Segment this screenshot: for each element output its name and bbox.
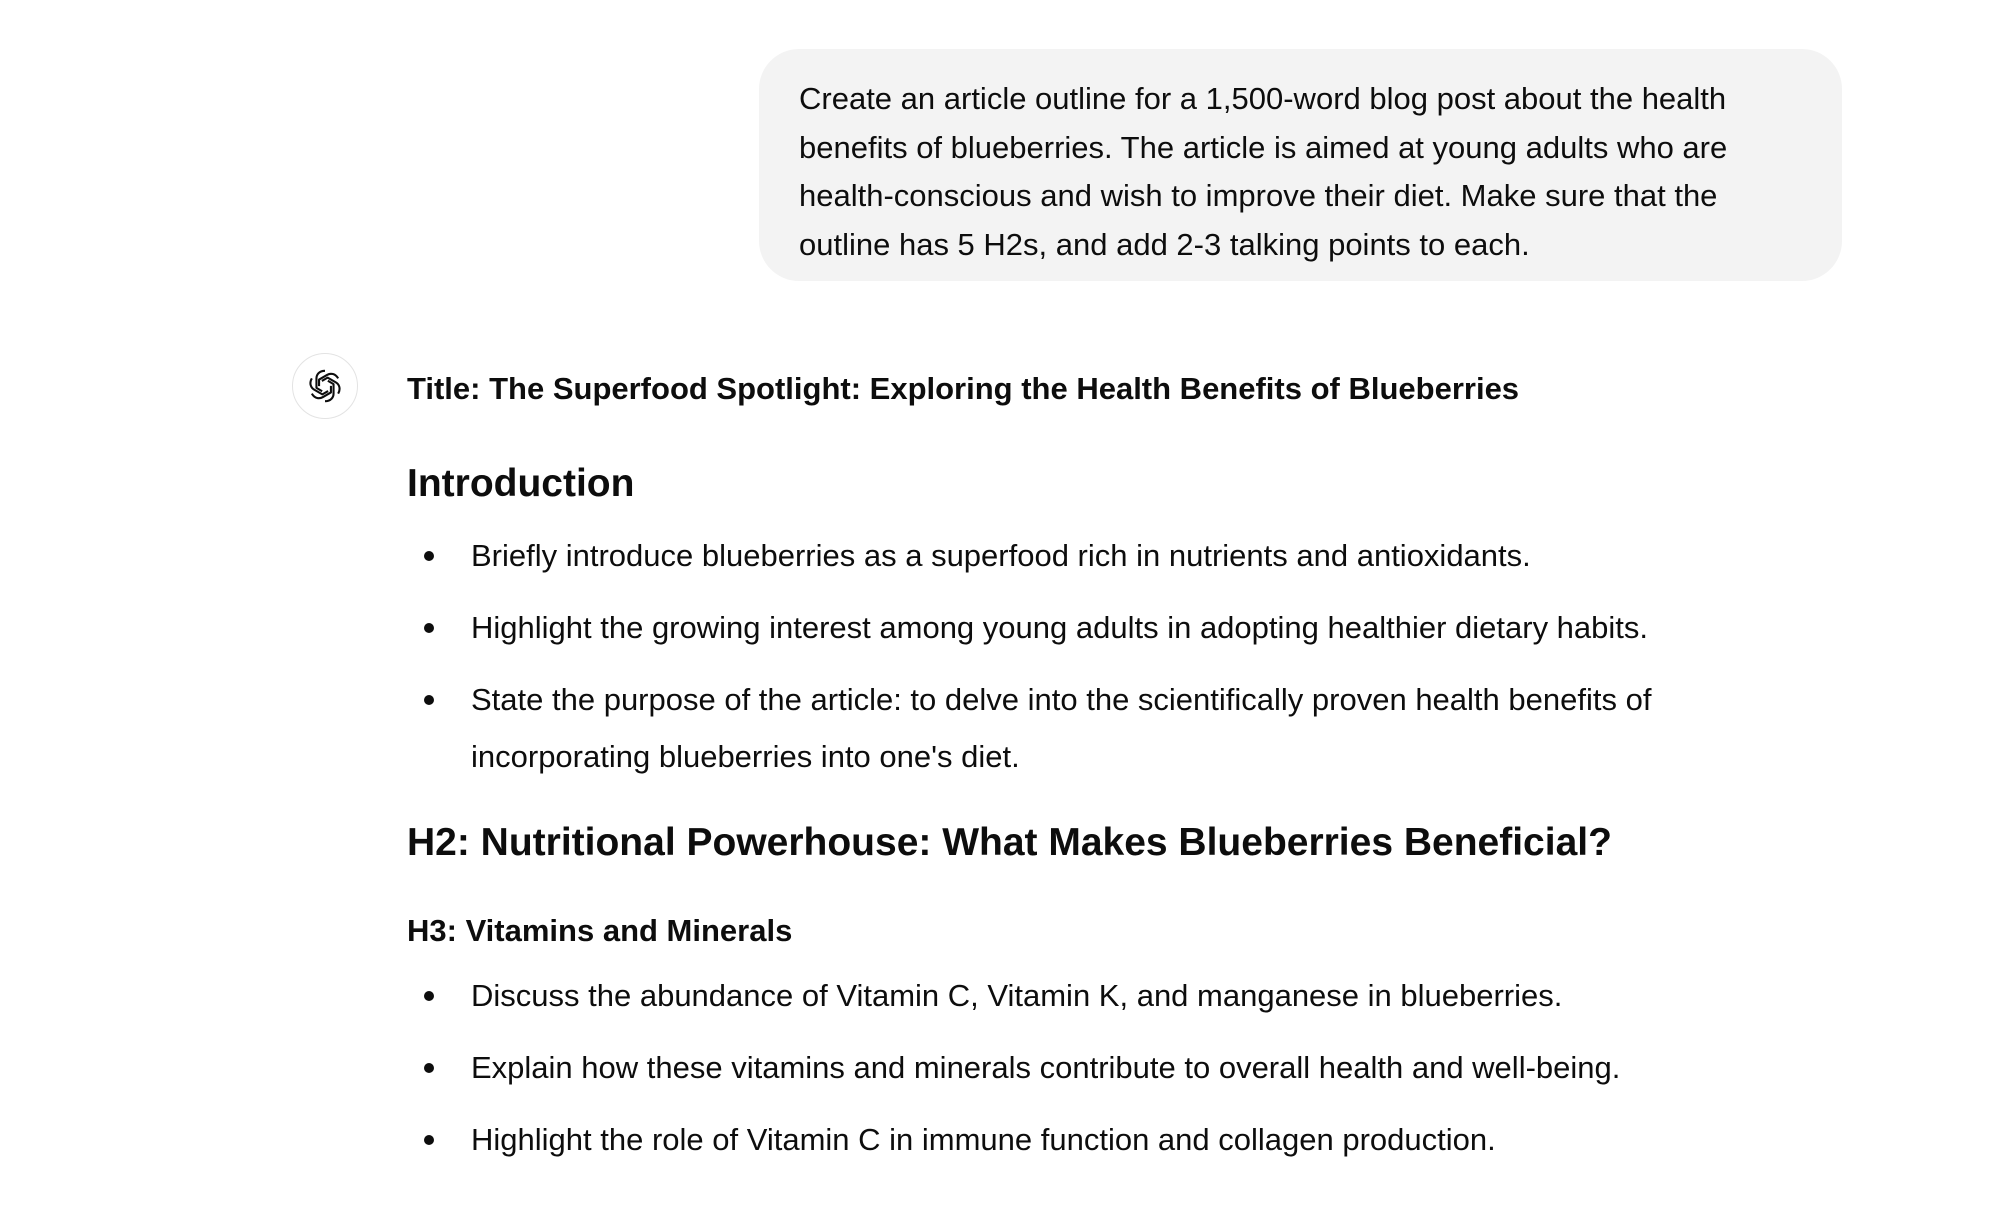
intro-list [407,527,1747,785]
bullet-dot [424,1063,434,1073]
user-message-bubble [759,49,1842,281]
bullet-dot [424,1135,434,1145]
assistant-message [407,365,1747,1183]
list-item: Briefly introduce blueberries as a superfood rich in nutrients and antioxidants. [407,527,1747,584]
bullet-dot [424,695,434,705]
list-item: Explain how these vitamins and minerals contribute to overall health and well-being. [407,1039,1747,1096]
article-title: Title: The Superfood Spotlight: Exploring the Health Benefits of Blueberries [407,371,1520,406]
user-message-text: Create an article outline for a 1,500-word blog post about the health benefits of blueberries. The article is aimed at young adults who are health-conscious and wish to improve their diet. Make sure that the outline has 5 H2s, and add 2-3 talking points to each. [799,81,1728,262]
bullet-dot [424,551,434,561]
bullet-dot [424,623,434,633]
list-item: Discuss the abundance of Vitamin C, Vitamin K, and manganese in blueberries. [407,967,1747,1024]
openai-logo-icon [306,367,344,405]
section-h3-vitamins-minerals: H3: Vitamins and Minerals [407,913,793,948]
section-h2-nutritional-powerhouse: H2: Nutritional Powerhouse: What Makes Blueberries Beneficial? [407,821,1612,864]
intro-heading: Introduction [407,462,635,505]
vitamins-list [407,967,1747,1168]
bullet-dot [424,991,434,1001]
list-item: Highlight the growing interest among young adults in adopting healthier dietary habits. [407,599,1747,656]
list-item: State the purpose of the article: to delve into the scientifically proven health benefits of incorporating blueberries into one's diet. [407,671,1747,785]
list-item: Highlight the role of Vitamin C in immune function and collagen production. [407,1111,1747,1168]
assistant-avatar [292,353,358,419]
